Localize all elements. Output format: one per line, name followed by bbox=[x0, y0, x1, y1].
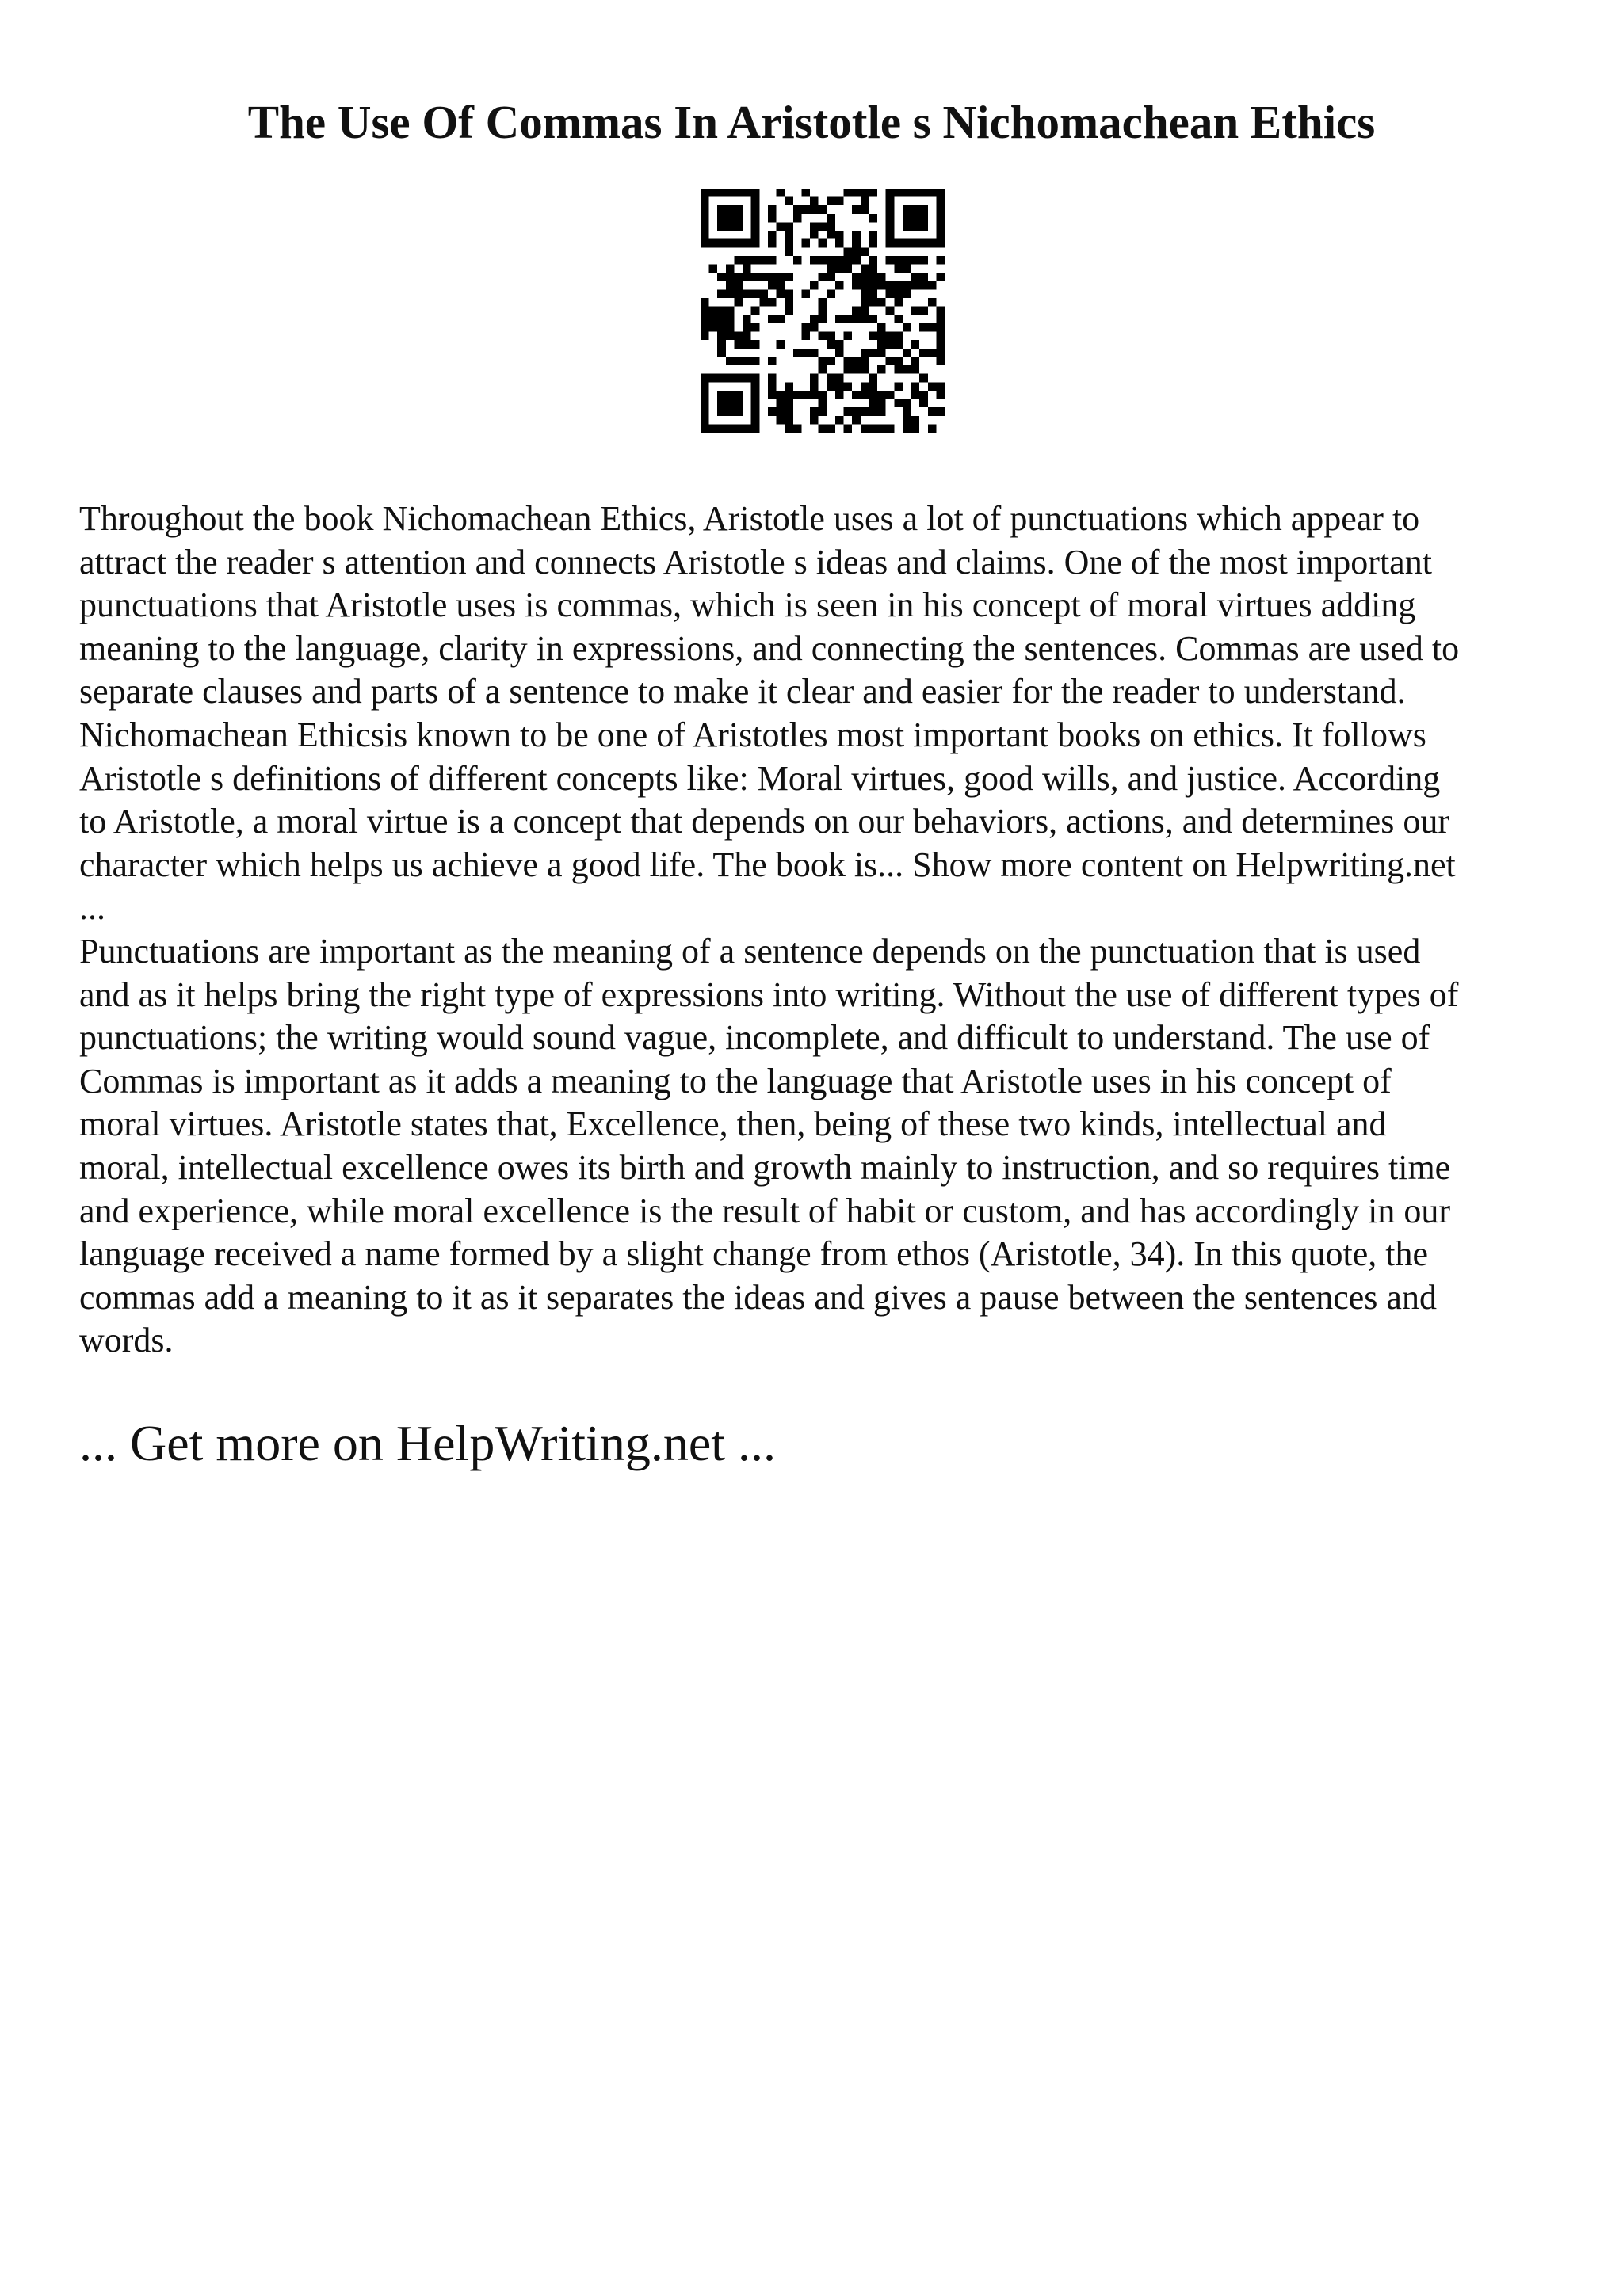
document-title: The Use Of Commas In Aristotle s Nichomachean Ethics bbox=[247, 96, 1376, 148]
qr-code-icon bbox=[701, 189, 945, 433]
document-body bbox=[79, 498, 1553, 1363]
get-more-link[interactable]: ... Get more on HelpWriting.net ... bbox=[79, 1415, 776, 1471]
body-paragraph: Throughout the book Nichomachean Ethics, Aristotle uses a lot of punctuations which appear to attract the reader s attention and connects Aristotle s ideas and claims. One of the most important punctuations that Aristotle uses is commas, which is seen in his concept of moral virtues adding meaning to the language, clarity in expressions, and connecting the sentences. Commas are used to separate clauses and parts of a sentence to make it clear and easier for the reader to understand. Nichomachean Ethicsis known to be one of Aristotles most important books on ethics. It follows Aristotle s definitions of different concepts like: Moral virtues, good wills, and justice. According to Aristotle, a moral virtue is a concept that depends on our behaviors, actions, and determines our character which helps us achieve a good life. The book is... Show more content on Helpwriting.net ... bbox=[79, 499, 1460, 928]
body-paragraph: Punctuations are important as the meaning of a sentence depends on the punctuation that is used and as it helps bring the right type of expressions into writing. Without the use of different types of punctuations; the writing would sound vague, incomplete, and difficult to understand. The use of Commas is important as it adds a meaning to the language that Aristotle uses in his concept of moral virtues. Aristotle states that, Excellence, then, being of these two kinds, intellectual and moral, intellectual excellence owes its birth and growth mainly to instruction, and so requires time and experience, while moral excellence is the result of habit or custom, and has accordingly in our language received a name formed by a slight change from ethos (Aristotle, 34). In this quote, the commas add a meaning to it as it separates the ideas and gives a pause between the sentences and words. bbox=[79, 931, 1459, 1360]
